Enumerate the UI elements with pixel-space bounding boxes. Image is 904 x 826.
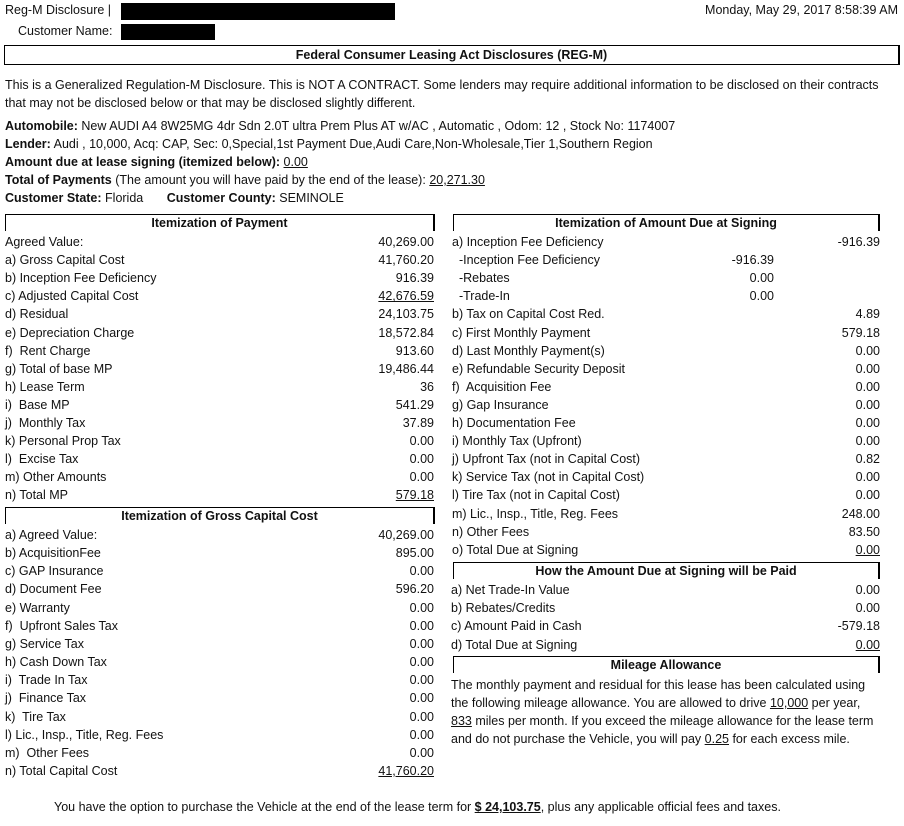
payment-row <box>5 251 434 269</box>
gross-row-label: i) Trade In Tax <box>5 673 88 688</box>
signing-row-label: i) Monthly Tax (Upfront) <box>452 434 582 449</box>
payment-row-label: f) Rent Charge <box>5 343 91 358</box>
paid-row-label: b) Rebates/Credits <box>451 601 556 616</box>
payment-row-value: 0.00 <box>409 470 434 485</box>
gross-row-label: e) Warranty <box>5 600 70 615</box>
gross-row-label: a) Agreed Value: <box>5 528 98 542</box>
payment-row <box>5 360 434 378</box>
signing-row-label: b) Tax on Capital Cost Red. <box>452 307 605 322</box>
gross-row <box>5 580 434 598</box>
signing-row-label: -Rebates <box>452 271 510 286</box>
payment-row <box>5 269 434 287</box>
signing-row <box>452 342 880 360</box>
payment-row <box>5 324 434 342</box>
signing-row <box>452 233 880 251</box>
signing-row-value: 0.00 <box>855 434 880 449</box>
lender-line: Lender: Audi , 10,000, Acq: CAP, Sec: 0,Special,1st Payment Due,Audi Care,Non-Wholesale,Tier 1,Southern Region <box>5 137 653 151</box>
gross-row-label: l) Lic., Insp., Title, Reg. Fees <box>5 727 164 742</box>
signing-row-value: 0.00 <box>855 488 880 503</box>
gross-row-value: 895.00 <box>395 546 434 561</box>
gross-row-value: 596.20 <box>395 582 434 597</box>
gross-row <box>5 635 434 653</box>
payment-row <box>5 486 434 504</box>
payment-row-label: k) Personal Prop Tax <box>5 434 121 449</box>
paid-row <box>451 636 880 654</box>
payment-row-value: 36 <box>420 379 434 394</box>
payment-row-label: Agreed Value: <box>5 235 84 249</box>
signing-row <box>452 305 880 323</box>
payment-row <box>5 233 434 251</box>
gross-row-value: 0.00 <box>409 727 434 742</box>
payment-row-label: l) Excise Tax <box>5 452 79 467</box>
payment-row-label: b) Inception Fee Deficiency <box>5 271 157 286</box>
redacted-customer-name <box>121 24 215 40</box>
signing-row-label: o) Total Due at Signing <box>452 542 579 557</box>
signing-row <box>452 251 880 269</box>
signing-row-value: 579.18 <box>841 325 880 340</box>
signing-row-subvalue: 0.00 <box>749 271 774 286</box>
payment-row <box>5 396 434 414</box>
payment-row <box>5 414 434 432</box>
how-amount-paid-heading: How the Amount Due at Signing will be Paid <box>453 562 880 579</box>
signing-row-value: 0.00 <box>855 343 880 358</box>
gross-row-label: n) Total Capital Cost <box>5 763 118 778</box>
paid-row <box>451 617 880 635</box>
signing-row <box>452 324 880 342</box>
mileage-allowance-heading: Mileage Allowance <box>453 656 880 673</box>
signing-row-value: 0.00 <box>855 397 880 412</box>
disclosure-title: Reg-M Disclosure | <box>5 3 112 17</box>
signing-row-label: a) Inception Fee Deficiency <box>452 235 604 249</box>
paid-row-label: d) Total Due at Signing <box>451 637 578 652</box>
gross-row <box>5 726 434 744</box>
payment-row-label: h) Lease Term <box>5 379 85 394</box>
gross-row-value: 0.00 <box>409 745 434 760</box>
signing-row <box>452 360 880 378</box>
mileage-paragraph: The monthly payment and residual for this lease has been calculated using the following mileage allowance. You are allowed to drive 10,000 per year, 833 miles per month. If you exceed the mileage allowance for the lease term and do not purchase the Vehicle, you will pay 0.25 for each excess mile. <box>451 678 874 746</box>
intro-paragraph: This is a Generalized Regulation-M Disclosure. This is NOT A CONTRACT. Some lenders may require additional information to be disclosed on their contracts that may not be disclosed below or that may be disclosed slightly different. <box>5 78 879 110</box>
payment-row-value: 18,572.84 <box>378 325 434 340</box>
payment-row <box>5 305 434 323</box>
gross-row <box>5 744 434 762</box>
gross-row-value: 40,269.00 <box>378 528 434 542</box>
gross-row <box>5 762 434 780</box>
miles-per-month: 833 <box>451 714 472 728</box>
signing-row-value: 0.00 <box>855 379 880 394</box>
payment-row-label: m) Other Amounts <box>5 470 107 485</box>
signing-row <box>452 450 880 468</box>
signing-row-value: 248.00 <box>841 506 880 521</box>
payment-row-value: 40,269.00 <box>378 235 434 249</box>
signing-row-subvalue: -916.39 <box>731 253 774 268</box>
payment-row-value: 42,676.59 <box>378 289 434 304</box>
signing-row <box>452 432 880 450</box>
gross-row-value: 0.00 <box>409 709 434 724</box>
gross-row <box>5 708 434 726</box>
signing-row-subvalue: 0.00 <box>749 289 774 304</box>
signing-row-label: d) Last Monthly Payment(s) <box>452 343 605 358</box>
signing-row-label: k) Service Tax (not in Capital Cost) <box>452 470 645 485</box>
payment-row-value: 916.39 <box>395 271 434 286</box>
gross-capital-cost-heading: Itemization of Gross Capital Cost <box>5 507 435 524</box>
paid-row-value: -579.18 <box>837 619 880 634</box>
total-payments-line: Total of Payments (The amount you will have paid by the end of the lease): 20,271.30 <box>5 173 485 187</box>
paid-row-label: a) Net Trade-In Value <box>451 583 570 597</box>
signing-row-value: 83.50 <box>848 524 880 539</box>
signing-row-value: 0.00 <box>855 416 880 430</box>
amount-due-line: Amount due at lease signing (itemized below): 0.00 <box>5 155 308 169</box>
gross-row-value: 0.00 <box>409 636 434 651</box>
signing-row-label: f) Acquisition Fee <box>452 379 552 394</box>
signing-row-value: 0.00 <box>855 542 880 557</box>
gross-row-label: d) Document Fee <box>5 582 102 597</box>
regm-banner: Federal Consumer Leasing Act Disclosures (REG-M) <box>4 45 900 65</box>
gross-row <box>5 689 434 707</box>
paid-row-label: c) Amount Paid in Cash <box>451 619 582 634</box>
payment-row-value: 913.60 <box>395 343 434 358</box>
gross-row <box>5 526 434 544</box>
paid-row-value: 0.00 <box>855 583 880 597</box>
payment-row-value: 19,486.44 <box>378 361 434 376</box>
excess-mile-rate: 0.25 <box>704 732 729 746</box>
payment-row-label: i) Base MP <box>5 397 70 412</box>
payment-row-value: 541.29 <box>395 397 434 412</box>
customer-location-line: Customer State: Florida Customer County: SEMINOLE <box>5 191 344 205</box>
paid-row <box>451 599 880 617</box>
signing-row-value: 0.00 <box>855 361 880 376</box>
signing-row <box>452 414 880 432</box>
gross-row-value: 41,760.20 <box>378 763 434 778</box>
payment-row <box>5 342 434 360</box>
payment-row <box>5 287 434 305</box>
payment-row-label: j) Monthly Tax <box>5 416 86 430</box>
signing-row-value: 4.89 <box>855 307 880 322</box>
gross-row <box>5 653 434 671</box>
payment-row <box>5 468 434 486</box>
gross-row <box>5 599 434 617</box>
payment-row-label: n) Total MP <box>5 488 68 503</box>
payment-row-label: c) Adjusted Capital Cost <box>5 289 139 304</box>
gross-row-value: 0.00 <box>409 691 434 706</box>
gross-row-label: b) AcquisitionFee <box>5 546 101 561</box>
payment-row-value: 41,760.20 <box>378 253 434 268</box>
gross-row-label: m) Other Fees <box>5 745 90 760</box>
gross-row-label: c) GAP Insurance <box>5 564 104 579</box>
gross-row-value: 0.00 <box>409 655 434 670</box>
signing-row-label: n) Other Fees <box>452 524 530 539</box>
amount-due-at-signing-heading: Itemization of Amount Due at Signing <box>453 214 880 231</box>
customer-name-label: Customer Name: <box>18 24 113 38</box>
itemization-of-payment-heading: Itemization of Payment <box>5 214 435 231</box>
gross-row <box>5 544 434 562</box>
gross-row-label: f) Upfront Sales Tax <box>5 618 119 633</box>
signing-row <box>452 468 880 486</box>
payment-row-label: e) Depreciation Charge <box>5 325 135 340</box>
signing-row-value: 0.82 <box>855 452 880 467</box>
payment-row-value: 24,103.75 <box>378 307 434 322</box>
signing-row-value: 0.00 <box>855 470 880 485</box>
gross-row-value: 0.00 <box>409 673 434 688</box>
payment-row-label: d) Residual <box>5 307 69 322</box>
signing-row <box>452 396 880 414</box>
signing-row-label: -Inception Fee Deficiency <box>452 253 600 268</box>
signing-row <box>452 505 880 523</box>
payment-row-label: g) Total of base MP <box>5 361 113 376</box>
gross-row-label: g) Service Tax <box>5 636 84 651</box>
redacted-dealer-name <box>121 3 395 20</box>
gross-row <box>5 562 434 580</box>
gross-row-value: 0.00 <box>409 618 434 633</box>
signing-row <box>452 269 880 287</box>
signing-row-label: c) First Monthly Payment <box>452 325 591 340</box>
signing-row-value: -916.39 <box>837 235 880 249</box>
purchase-option-line: You have the option to purchase the Vehicle at the end of the lease term for $ 24,103.75, plus any applicable official fees and taxes. <box>54 800 781 814</box>
miles-per-year: 10,000 <box>769 696 809 710</box>
automobile-line: Automobile: New AUDI A4 8W25MG 4dr Sdn 2.0T ultra Prem Plus AT w/AC , Automatic , Odom: 12 , Stock No: 1174007 <box>5 119 676 133</box>
gross-row-label: h) Cash Down Tax <box>5 655 107 670</box>
paid-row-value: 0.00 <box>855 601 880 616</box>
signing-row-label: j) Upfront Tax (not in Capital Cost) <box>452 452 641 467</box>
gross-row <box>5 617 434 635</box>
signing-row <box>452 541 880 559</box>
payment-row <box>5 432 434 450</box>
signing-row-label: h) Documentation Fee <box>452 416 576 430</box>
payment-row-value: 0.00 <box>409 434 434 449</box>
payment-row <box>5 378 434 396</box>
paid-row-value: 0.00 <box>855 637 880 652</box>
paid-row <box>451 581 880 599</box>
payment-row <box>5 450 434 468</box>
payment-row-label: a) Gross Capital Cost <box>5 253 125 268</box>
report-datetime: Monday, May 29, 2017 8:58:39 AM <box>705 3 898 17</box>
signing-row <box>452 523 880 541</box>
signing-row-label: m) Lic., Insp., Title, Reg. Fees <box>452 506 619 521</box>
signing-row <box>452 378 880 396</box>
purchase-amount: $ 24,103.75 <box>474 800 541 814</box>
gross-row-label: j) Finance Tax <box>5 691 87 706</box>
payment-row-value: 579.18 <box>395 488 434 503</box>
signing-row-label: g) Gap Insurance <box>452 397 549 412</box>
signing-row-label: l) Tire Tax (not in Capital Cost) <box>452 488 620 503</box>
signing-row <box>452 287 880 305</box>
gross-row-value: 0.00 <box>409 600 434 615</box>
gross-row-value: 0.00 <box>409 564 434 579</box>
signing-row-label: e) Refundable Security Deposit <box>452 361 626 376</box>
payment-row-value: 37.89 <box>402 416 434 430</box>
gross-row-label: k) Tire Tax <box>5 709 66 724</box>
gross-row <box>5 671 434 689</box>
signing-row-label: -Trade-In <box>452 289 510 304</box>
signing-row <box>452 486 880 504</box>
payment-row-value: 0.00 <box>409 452 434 467</box>
